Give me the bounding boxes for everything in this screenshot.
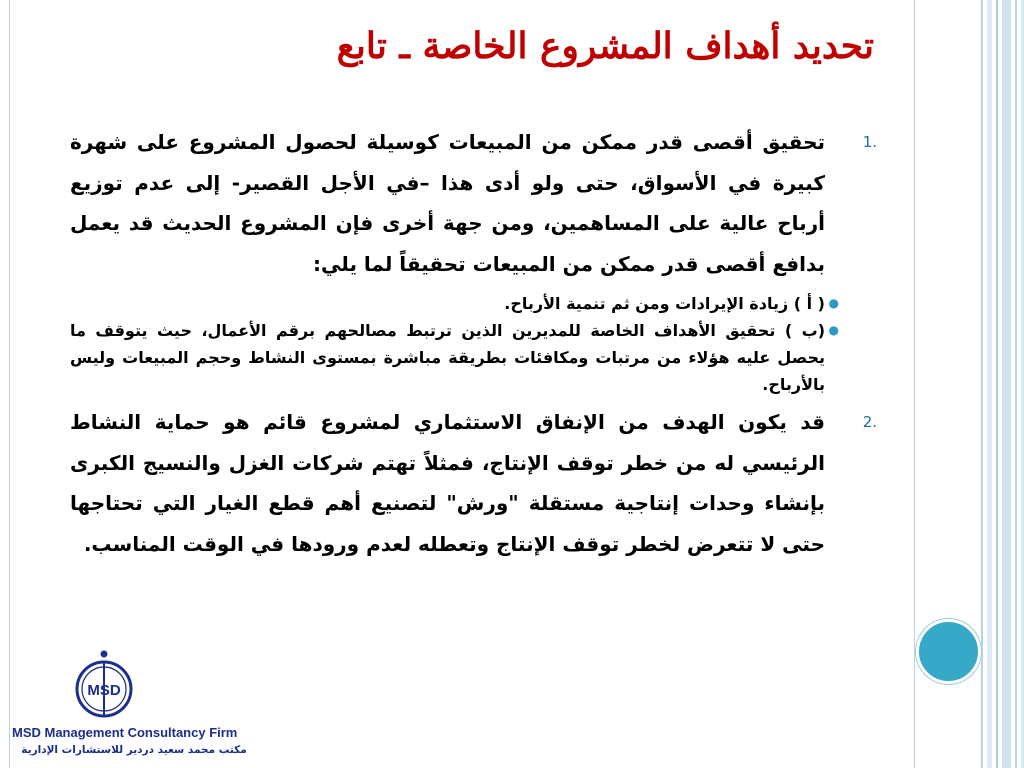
bullet-icon: ● <box>828 323 839 337</box>
slide-title: تحديد أهداف المشروع الخاصة ـ تابع <box>336 25 874 67</box>
firm-name-en: MSD Management Consultancy Firm <box>12 725 238 740</box>
bullet-icon: ● <box>828 296 839 310</box>
sub-item-text: ( أ ) زيادة الإيرادات ومن ثم تنمية الأرباح. <box>504 294 825 313</box>
logo-text: MSD <box>87 682 121 699</box>
numbered-item-1 <box>70 122 885 284</box>
item-number: 1. <box>862 133 877 151</box>
numbered-item-2 <box>70 402 885 564</box>
sub-item-text: (ب ) تحقيق الأهداف الخاصة للمديرين الذين ترتبط مصالحهم برقم الأعمال، حيث يتوقف ما يحصل عليه هؤلاء من مرتبات ومكافئات بطريقة مباشرة بمستوى النشاط وحجم المبيعات وليس بالأرباح. <box>70 321 825 394</box>
firm-name-ar: مكتب محمد سعيد دردير للاستشارات الإدارية <box>21 744 247 756</box>
item-number: 2. <box>862 413 877 431</box>
decorative-stripes <box>976 0 1024 768</box>
decorative-circle <box>916 619 981 684</box>
sub-list <box>70 290 885 398</box>
item-text: قد يكون الهدف من الإنفاق الاستثماري لمشروع قائم هو حماية النشاط الرئيسي له من خطر توقف الإنتاج، فمثلاً تهتم شركات الغزل والنسيج الكبرى بإنشاء وحدات إنتاجية مستقلة "ورش" لتصنيع أهم قطع الغيار التي تحتاجها حتى لا تتعرض لخطر توقف الإنتاج وتعطله لعدم ورودها في الوقت المناسب. <box>70 410 825 556</box>
slide-content <box>70 122 885 570</box>
sub-item-a <box>70 290 885 317</box>
item-text: تحقيق أقصى قدر ممكن من المبيعات كوسيلة لحصول المشروع على شهرة كبيرة في الأسواق، حتى ولو أدى هذا –في الأجل القصير- إلى عدم توزيع أرباح عالية على المساهمين، ومن جهة أخرى فإن المشروع الحديث قد يعمل بدافع أقصى قدر ممكن من المبيعات تحقيقاً لما يلي: <box>70 130 825 276</box>
msd-logo-icon <box>73 648 135 718</box>
sub-item-b <box>70 317 885 398</box>
